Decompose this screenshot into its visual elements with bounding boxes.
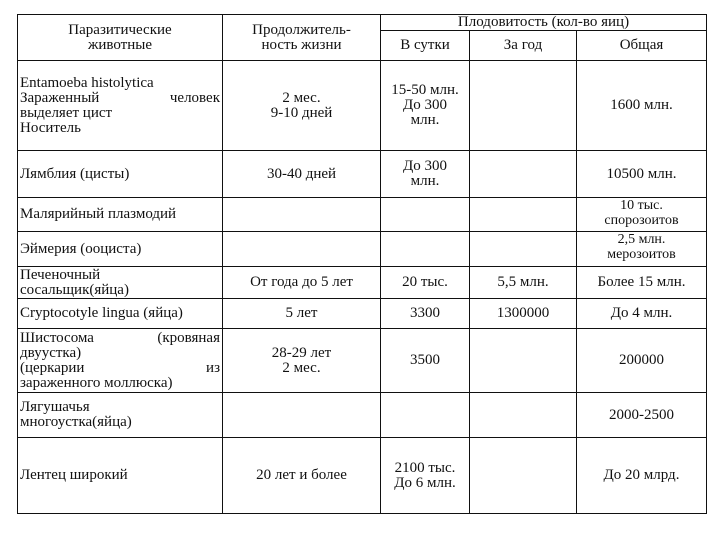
per-year-cell: 1300000 — [470, 299, 577, 329]
animal-cell-line: Эймерия (ооциста) — [20, 240, 142, 257]
per-day-cell — [381, 267, 470, 299]
per-day-cell-line: 3500 — [410, 352, 440, 368]
lifespan-cell — [223, 61, 381, 151]
lifespan-cell-line: От года до 5 лет — [250, 274, 353, 290]
per-day-cell — [381, 299, 470, 329]
animal-cell-line: Лягушачья — [20, 399, 90, 415]
per-day-cell-line: 20 тыс. — [402, 274, 448, 290]
per-day-cell-line: До 300 — [403, 97, 447, 113]
header-animals: Паразитические животные — [18, 15, 223, 61]
total-cell-line: 10500 млн. — [606, 165, 677, 182]
total-cell — [577, 393, 707, 438]
lifespan-cell — [223, 232, 381, 267]
per-day-cell — [381, 198, 470, 232]
total-cell — [577, 438, 707, 514]
per-year-cell — [470, 438, 577, 514]
total-cell-line: спорозоитов — [604, 213, 679, 228]
animal-cell — [18, 267, 223, 299]
per-year-cell — [470, 151, 577, 198]
table-row — [18, 438, 707, 514]
animal-cell — [18, 438, 223, 514]
header-per-year: За год — [470, 31, 577, 61]
animal-cell-line: выделяет цист — [20, 104, 113, 121]
table-row — [18, 198, 707, 232]
header-total: Общая — [577, 31, 707, 61]
per-day-cell — [381, 329, 470, 393]
animal-cell-line: Печеночный — [20, 266, 101, 283]
table-row — [18, 393, 707, 438]
table-row — [18, 151, 707, 198]
animal-cell — [18, 198, 223, 232]
lifespan-cell — [223, 329, 381, 393]
total-cell — [577, 299, 707, 329]
animal-cell-line: Носитель — [20, 119, 81, 136]
table-row — [18, 329, 707, 393]
table-row — [18, 61, 707, 151]
animal-cell — [18, 299, 223, 329]
lifespan-cell-line: 30-40 дней — [266, 165, 337, 182]
lifespan-cell-line: 2 мес. — [282, 359, 321, 376]
table-row — [18, 232, 707, 267]
total-cell-line: мерозоитов — [607, 247, 676, 262]
per-day-cell-line: 15-50 млн. — [391, 82, 459, 98]
total-cell — [577, 61, 707, 151]
total-cell — [577, 198, 707, 232]
animal-cell — [18, 329, 223, 393]
per-day-cell — [381, 151, 470, 198]
lifespan-cell — [223, 438, 381, 514]
lifespan-cell-line: 2 мес. — [282, 89, 321, 106]
total-cell — [577, 329, 707, 393]
per-day-cell-line: млн. — [410, 112, 440, 128]
lifespan-cell — [223, 267, 381, 299]
table-row — [18, 267, 707, 299]
animal-cell-line: Лентец широкий — [20, 467, 128, 483]
lifespan-cell-line: 28-29 лет — [271, 344, 332, 361]
parasite-fertility-table — [17, 14, 707, 514]
animal-cell — [18, 393, 223, 438]
per-year-cell — [470, 329, 577, 393]
header-lifespan: Продолжитель-ность жизни — [223, 15, 381, 61]
per-day-cell — [381, 61, 470, 151]
per-day-cell — [381, 438, 470, 514]
total-cell — [577, 232, 707, 267]
per-year-cell — [470, 232, 577, 267]
header-fertility: Плодовитость (кол-во яиц) — [381, 15, 707, 31]
total-cell-line: 200000 — [619, 352, 664, 368]
animal-cell-line: Entamoeba histolytica — [20, 74, 154, 91]
animal-cell-line: Зараженный человек — [20, 89, 220, 106]
per-day-cell-line: млн. — [410, 173, 440, 189]
per-day-cell-line: До 300 — [403, 158, 447, 174]
total-cell-line: Более 15 млн. — [597, 274, 686, 290]
total-cell-line: 10 тыс. — [620, 198, 663, 213]
animal-cell — [18, 232, 223, 267]
total-cell — [577, 267, 707, 299]
animal-cell-line: сосальщик(яйца) — [20, 281, 129, 298]
animal-cell — [18, 151, 223, 198]
lifespan-cell-line: 20 лет и более — [256, 467, 347, 483]
per-day-cell-line: 3300 — [410, 305, 440, 321]
total-cell-line: 2,5 млн. — [617, 232, 666, 247]
per-year-cell — [470, 198, 577, 232]
total-cell-line: 2000-2500 — [609, 406, 674, 423]
animal-cell-line: зараженного моллюска) — [20, 374, 173, 391]
per-day-cell-line: До 6 млн. — [394, 474, 456, 491]
per-day-cell — [381, 393, 470, 438]
lifespan-cell-line: 9-10 дней — [270, 104, 333, 121]
per-year-cell — [470, 61, 577, 151]
animal-cell-line: Лямблия (цисты) — [20, 165, 130, 182]
per-year-cell: 5,5 млн. — [470, 267, 577, 299]
total-cell-line: 1600 млн. — [610, 97, 673, 113]
animal-cell-line: Cryptocotyle lingua (яйца) — [20, 305, 183, 321]
lifespan-cell — [223, 299, 381, 329]
animal-cell-line: Малярийный плазмодий — [20, 206, 177, 222]
animal-cell-line: двуустка) — [20, 344, 82, 361]
header-per-day: В сутки — [381, 31, 470, 61]
animal-cell-line: многоустка(яйца) — [20, 414, 132, 430]
total-cell-line: До 4 млн. — [610, 305, 673, 321]
per-day-cell — [381, 232, 470, 267]
lifespan-cell — [223, 198, 381, 232]
lifespan-cell — [223, 393, 381, 438]
per-year-cell — [470, 393, 577, 438]
animal-cell — [18, 61, 223, 151]
lifespan-cell-line: 5 лет — [285, 305, 318, 321]
table-row — [18, 299, 707, 329]
animal-cell-line: Шистосома (кровяная — [20, 329, 220, 346]
lifespan-cell — [223, 151, 381, 198]
animal-cell-line: (церкарии из — [20, 359, 220, 376]
total-cell-line: До 20 млрд. — [603, 467, 680, 483]
per-day-cell-line: 2100 тыс. — [394, 459, 456, 476]
total-cell — [577, 151, 707, 198]
